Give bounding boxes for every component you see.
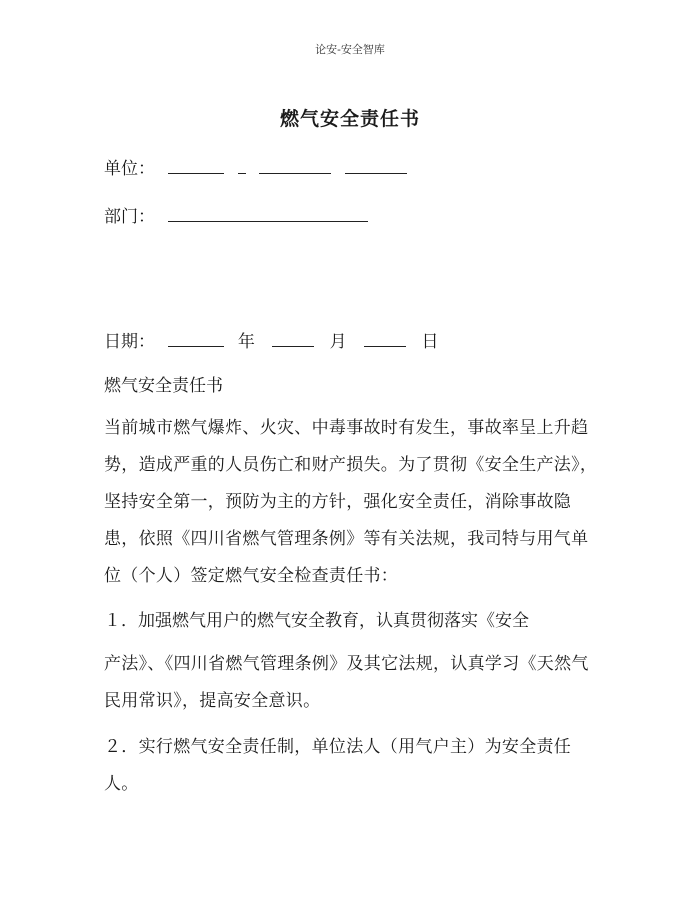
dept-field (104, 202, 372, 227)
year-blank (168, 345, 224, 347)
section-heading: 燃气安全责任书 (104, 376, 223, 396)
date-label: 日期： (104, 332, 155, 352)
day-label: 日 (421, 332, 439, 352)
unit-field (104, 154, 411, 179)
item-2-paragraph: ２．实行燃气安全责任制，单位法人（用气户主）为安全责任人。 (104, 737, 572, 794)
month-blank (272, 345, 314, 347)
dept-label: 部门： (104, 207, 155, 227)
unit-blank-1 (168, 172, 224, 174)
month-label: 月 (329, 332, 347, 352)
document-title: 燃气安全责任书 (279, 108, 420, 130)
date-field (104, 327, 438, 352)
unit-label: 单位： (104, 159, 155, 179)
item-1-line-1: １．加强燃气用户的燃气安全教育，认真贯彻落实《安全 (104, 611, 529, 631)
page-header: 论安-安全智库 (315, 43, 385, 56)
year-label: 年 (237, 332, 255, 352)
unit-blank-2 (238, 172, 246, 174)
dept-blank (168, 220, 368, 222)
unit-blank-3 (259, 172, 331, 174)
day-blank (364, 345, 406, 347)
intro-paragraph: 当前城市燃气爆炸、火灾、中毒事故时有发生，事故率呈上升趋势，造成严重的人员伤亡和财产损失。为了贯彻《安全生产法》，坚持安全第一，预防为主的方针，强化安全责任，消除事故隐患，依照《四川省燃气管理条例》等有关法规，我司特与用气单位（个人）签定燃气安全检查责任书： (104, 418, 598, 586)
item-1-continued: 产法》、《四川省燃气管理条例》及其它法规，认真学习《天然气民用常识》，提高安全意识。 (104, 654, 589, 711)
unit-blank-4 (345, 172, 407, 174)
